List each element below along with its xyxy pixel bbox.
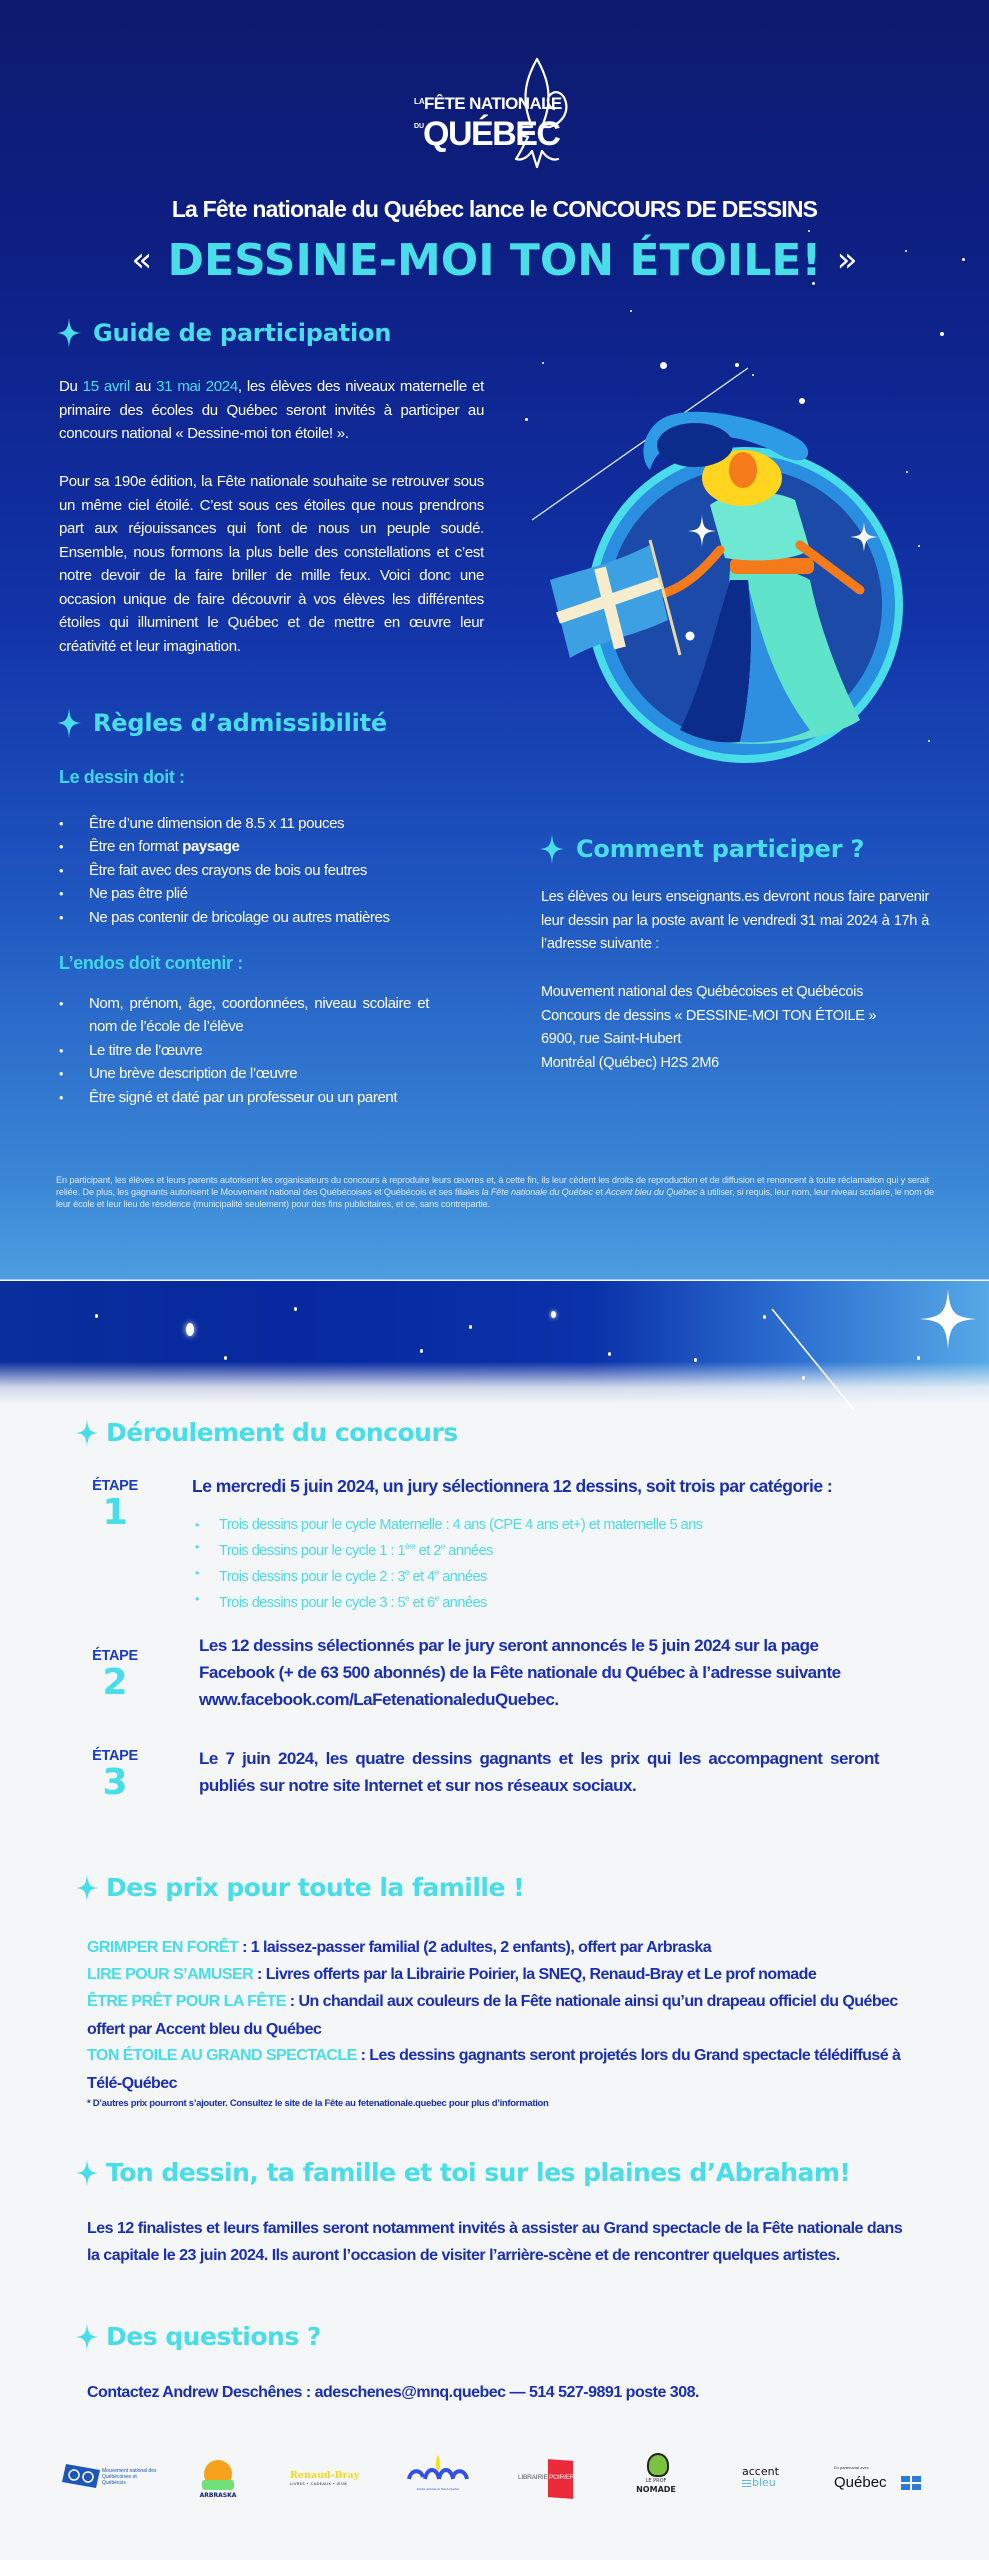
prize-sep: : — [238, 1939, 251, 1956]
librairie-text: LIBRAIRIE — [518, 2474, 548, 2481]
rules-heading: Règles d’admissibilité — [93, 709, 387, 737]
prize-sep: : — [285, 1993, 299, 2010]
prof-le-text: LE PROF — [645, 2478, 667, 2484]
list-item: • Être signé et daté par un professeur ou un parent — [59, 1086, 429, 1109]
mailing-address — [541, 981, 941, 1075]
step-1-label: ÉTAPE — [92, 1478, 138, 1494]
title-open-quote: « — [131, 240, 153, 280]
section-heading-prizes — [76, 1873, 524, 1902]
sneq-logo-text: Société nationale de l’Est du Québec — [416, 2488, 460, 2491]
star-woman-illustration — [510, 300, 989, 780]
guide-heading: Guide de participation — [93, 319, 392, 347]
plains-heading: Ton dessin, ta famille et toi sur les plaines d’Abraham! — [106, 2158, 851, 2187]
arbraska-logo — [196, 2460, 240, 2506]
list-item: • Ne pas être plié — [59, 882, 459, 905]
disclaimer-italic: la Fête nationale du Québec — [481, 1187, 593, 1197]
partner-logos — [0, 2440, 989, 2520]
item-text: Être en format — [89, 838, 183, 856]
list-item: • Être fait avec des crayons de bois ou feutres — [59, 859, 459, 882]
prize-category: GRIMPER EN FORÊT — [87, 1939, 239, 1956]
sparkle-icon — [540, 834, 564, 864]
section-heading-process — [76, 1418, 458, 1447]
prize-sep: : — [356, 2047, 370, 2064]
list-item: • Nom, prénom, âge, coordonnées, niveau scolaire et nom de l’école de l’élève — [59, 992, 429, 1039]
list-item: • Ne pas contenir de bricolage ou autres matières — [59, 906, 459, 929]
item-bold: paysage — [182, 838, 240, 856]
fleur-de-lis-icon — [510, 57, 570, 169]
disclaimer-text: En participant, les élèves et leurs parents autorisent les organisateurs du concours à reproduire leurs œuvres et, à cette fin, ils leur cèdent les droits de reproduction et de diffusion et renoncent à toute réclamation qui y serait reliée. De plus, les gagnants autorisent le Mouvement national des Québécoises et Québécois et ses filiales — [56, 1175, 930, 1197]
item-text: Trois dessins pour le cycle 2 : 3 — [219, 1568, 406, 1585]
step-3-text: Le 7 juin 2024, les quatre dessins gagnants et les prix qui les accompagnent seront publiés sur notre site Internet et sur nos réseaux sociaux. — [199, 1749, 879, 1795]
item-text: Trois dessins pour le cycle 3 : 5 — [219, 1594, 406, 1611]
section-heading-questions — [76, 2322, 321, 2351]
step-1-categories — [195, 1514, 875, 1613]
section-heading-guide — [57, 318, 391, 348]
quebec-flag-icon — [901, 2476, 921, 2490]
prize-item — [87, 2042, 937, 2097]
renaud-bray-tagline: LIVRES • CADEAUX • JEUX — [290, 2481, 347, 2486]
mnq-logo-text: Mouvement national des Québécoises et Québécois — [102, 2468, 157, 2486]
list-item — [59, 835, 459, 858]
address-line: 6900, rue Saint-Hubert — [541, 1031, 682, 1047]
star-icon — [808, 230, 810, 232]
step-1-number: 1 — [102, 1492, 128, 1533]
item-text: et 4 — [409, 1568, 435, 1585]
renaud-bray-name: Renaud-Bray — [290, 2470, 360, 2481]
participate-heading: Comment participer ? — [576, 835, 865, 863]
logo-la: LA — [414, 97, 425, 106]
prof-nomade-text: NOMADE — [636, 2485, 676, 2494]
disclaimer-text: et — [592, 1187, 606, 1197]
section-heading-rules — [57, 708, 387, 738]
drawing-requirements-list — [59, 812, 459, 929]
item-sup: e — [405, 1567, 409, 1577]
step-2-number: 2 — [102, 1662, 128, 1703]
star-icon — [694, 1358, 697, 1362]
prize-sep: : — [253, 1966, 266, 1983]
star-icon — [608, 1352, 611, 1356]
list-item — [195, 1588, 875, 1614]
prize-category: TON ÉTOILE AU GRAND SPECTACLE — [87, 2047, 357, 2064]
process-heading: Déroulement du concours — [106, 1418, 458, 1447]
item-text: Trois dessins pour le cycle 1 : 1 — [219, 1542, 406, 1559]
intro-prefix: Du — [59, 378, 83, 395]
mnq-logo — [62, 2464, 172, 2494]
step-3-number: 3 — [102, 1762, 128, 1803]
contest-subtitle: La Fête nationale du Québec lance le CONCOURS DE DESSINS — [171, 196, 818, 222]
title-close-quote: » — [836, 240, 858, 280]
poirier-text: POIRIER — [549, 2474, 575, 2481]
star-icon — [186, 1323, 194, 1336]
contest-title — [0, 235, 989, 286]
address-line: Concours de dessins « DESSINE-MOI TON ÉTOILE » — [541, 1007, 877, 1024]
fete-nationale-logo — [412, 57, 592, 172]
item-text: et 6 — [409, 1594, 435, 1611]
intro-date-end: 31 mai 2024 — [156, 378, 238, 395]
gouvernement-quebec-logo — [834, 2465, 926, 2499]
bleu-row — [742, 2477, 798, 2489]
sparkle-icon — [76, 2159, 98, 2187]
drawing-requirements-heading: Le dessin doit : — [59, 767, 185, 787]
item-text: années — [438, 1568, 487, 1585]
questions-heading: Des questions ? — [106, 2322, 321, 2351]
accent-text: accent — [742, 2465, 779, 2478]
step-1-text: Le mercredi 5 juin 2024, un jury sélectionnera 12 dessins, soit trois par catégorie : — [192, 1476, 833, 1496]
step-2-label: ÉTAPE — [92, 1648, 138, 1664]
sparkle-icon — [76, 1419, 98, 1447]
list-item — [195, 1536, 875, 1562]
step-2-text: Les 12 dessins sélectionnés par le jury seront annoncés le 5 juin 2024 sur la page Facebook (+ de 63 500 abonnés) de la Fête nationale du Québec à l’adresse suivante www.facebook.com/LaFetenationaleduQuebec. — [199, 1636, 841, 1709]
prize-item — [87, 1961, 937, 1989]
disclaimer-italic: Accent bleu du Québec — [605, 1187, 698, 1197]
prizes-heading: Des prix pour toute la famille ! — [106, 1873, 525, 1902]
star-icon — [469, 1325, 472, 1329]
plains-body: Les 12 finalistes et leurs familles seront notamment invités à assister au Grand spectacle de la Fête nationale dans la capitale le 23 juin 2024. Ils auront l’occasion de visiter l’arrière-scène et de rencontrer quelques artistes. — [87, 2220, 903, 2264]
quebec-gov-text: Québec — [834, 2474, 887, 2491]
item-sup: e — [434, 1593, 439, 1603]
list-item — [195, 1562, 875, 1588]
star-icon — [224, 1356, 227, 1360]
intro-date-start: 15 avril — [82, 378, 130, 395]
sneq-emblem-icon — [405, 2455, 471, 2483]
section-heading-plains — [76, 2158, 850, 2187]
starry-horizon-band — [0, 1281, 989, 1411]
sparkle-icon — [76, 1874, 98, 1902]
back-requirements-heading: L’endos doit contenir : — [59, 953, 243, 973]
item-sup: e — [405, 1593, 409, 1603]
mnq-emblem-icon — [62, 2464, 100, 2488]
prize-note: * D’autres prix pourront s’ajouter. Consultez le site de la Fête au fetenationale.quebec pour plus d’information — [87, 2098, 549, 2109]
le-prof-nomade-logo — [632, 2453, 680, 2503]
list-item: • Le titre de l’œuvre — [59, 1039, 429, 1062]
star-icon — [420, 1349, 423, 1353]
guide-intro — [59, 375, 484, 446]
renaud-bray-logo — [290, 2470, 366, 2496]
star-icon — [551, 1311, 556, 1318]
prize-category: ÊTRE PRÊT POUR LA FÊTE — [87, 1993, 286, 2010]
sparkle-icon — [76, 2323, 98, 2351]
item-sup: ère — [405, 1542, 416, 1551]
item-text: et 2 — [415, 1542, 441, 1559]
list-item: • Trois dessins pour le cycle Maternelle : 4 ans (CPE 4 ans et+) et maternelle 5 ans — [195, 1514, 875, 1536]
participate-body: Les élèves ou leurs enseignants.es devront nous faire parvenir leur dessin par la poste avant le vendredi 31 mai 2024 à 17h à l’adresse suivante : — [541, 889, 929, 952]
step-3-label: ÉTAPE — [92, 1748, 138, 1764]
address-line: Montréal (Québec) H2S 2M6 — [541, 1054, 719, 1071]
sparkle-star-icon — [918, 1289, 978, 1349]
logo-fete-nationale: FÊTE NATIONALE — [424, 94, 562, 113]
list-item: • Une brève description de l’œuvre — [59, 1062, 429, 1085]
item-sup: e — [434, 1567, 439, 1577]
accent-bleu-logo — [742, 2466, 798, 2496]
item-text: années — [438, 1594, 487, 1611]
prize-item — [87, 1934, 937, 1962]
item-sup: e — [440, 1542, 445, 1551]
prize-category: LIRE POUR S’AMUSER — [87, 1966, 254, 1983]
partnership-text: En partenariat avec : — [834, 2465, 871, 2470]
list-item: • Être d’une dimension de 8.5 x 11 pouces — [59, 812, 459, 835]
star-icon — [917, 1356, 920, 1360]
sneq-logo — [405, 2455, 471, 2495]
address-line: Mouvement national des Québécoises et Québécois — [541, 984, 864, 1000]
star-icon — [95, 1314, 98, 1318]
logo-quebec: QUÉBEC — [423, 115, 560, 153]
title-text: DESSINE-MOI TON ÉTOILE! — [167, 235, 822, 286]
bleu-lines-icon — [742, 2480, 751, 2481]
bleu-text: bleu — [752, 2476, 776, 2489]
sparkle-icon — [57, 708, 81, 738]
logo-du: DU — [414, 123, 425, 130]
prize-item — [87, 1988, 937, 2043]
disclaimer-text: à utiliser, si requis, leur nom, leur niveau scolaire, le nom de leur école et leur lieu de résidence (municipalité seulement) pour des fins publicitaires, et ce, sans contrepartie. — [56, 1187, 934, 1209]
prize-text: 1 laissez-passer familial (2 adultes, 2 enfants), offert par Arbraska — [250, 1939, 712, 1956]
guide-body: Pour sa 190e édition, la Fête nationale souhaite se retrouver sous un même ciel étoilé. C’est sous ces étoiles que nous prendrons part aux réjouissances qui font de nous un peuple soudé. Ensemble, nous formons la plus belle des constellations et c’est notre devoir de la faire briller de mille feux. Voici donc une occasion unique de faire découvrir à vos élèves les différentes étoiles qui illuminent le Québec et de mettre en œuvre leur créativité et leur imagination. — [59, 473, 484, 655]
section-heading-participate — [540, 834, 864, 864]
librairie-poirier-logo — [518, 2460, 578, 2502]
star-icon — [763, 1315, 766, 1319]
item-text: années — [444, 1542, 493, 1559]
back-requirements-list — [59, 992, 429, 1109]
legal-disclaimer — [56, 1174, 936, 1210]
shooting-star-icon — [770, 1307, 890, 1411]
intro-middle: au — [129, 378, 157, 395]
arbraska-logo-text: ARBRASKA — [199, 2492, 237, 2499]
sparkle-icon — [57, 318, 81, 348]
prize-text: Livres offerts par la Librairie Poirier, la SNEQ, Renaud-Bray et Le prof nomade — [265, 1966, 817, 1983]
prize-text: Les dessins gagnants seront projetés lors du Grand spectacle télédiffusé à Télé-Québec — [87, 2047, 901, 2092]
star-icon — [294, 1307, 297, 1311]
intro-suffix: , les élèves des niveaux maternelle et primaire des écoles du Québec seront invités à participer au concours national « Dessine-moi ton étoile! ». — [59, 378, 484, 442]
prize-text: Un chandail aux couleurs de la Fête nationale ainsi qu’un drapeau officiel du Québec offert par Accent bleu du Québec — [87, 1993, 898, 2038]
contact-info[interactable]: Contactez Andrew Deschênes : adeschenes@mnq.quebec — 514 527-9891 poste 308. — [87, 2384, 699, 2401]
